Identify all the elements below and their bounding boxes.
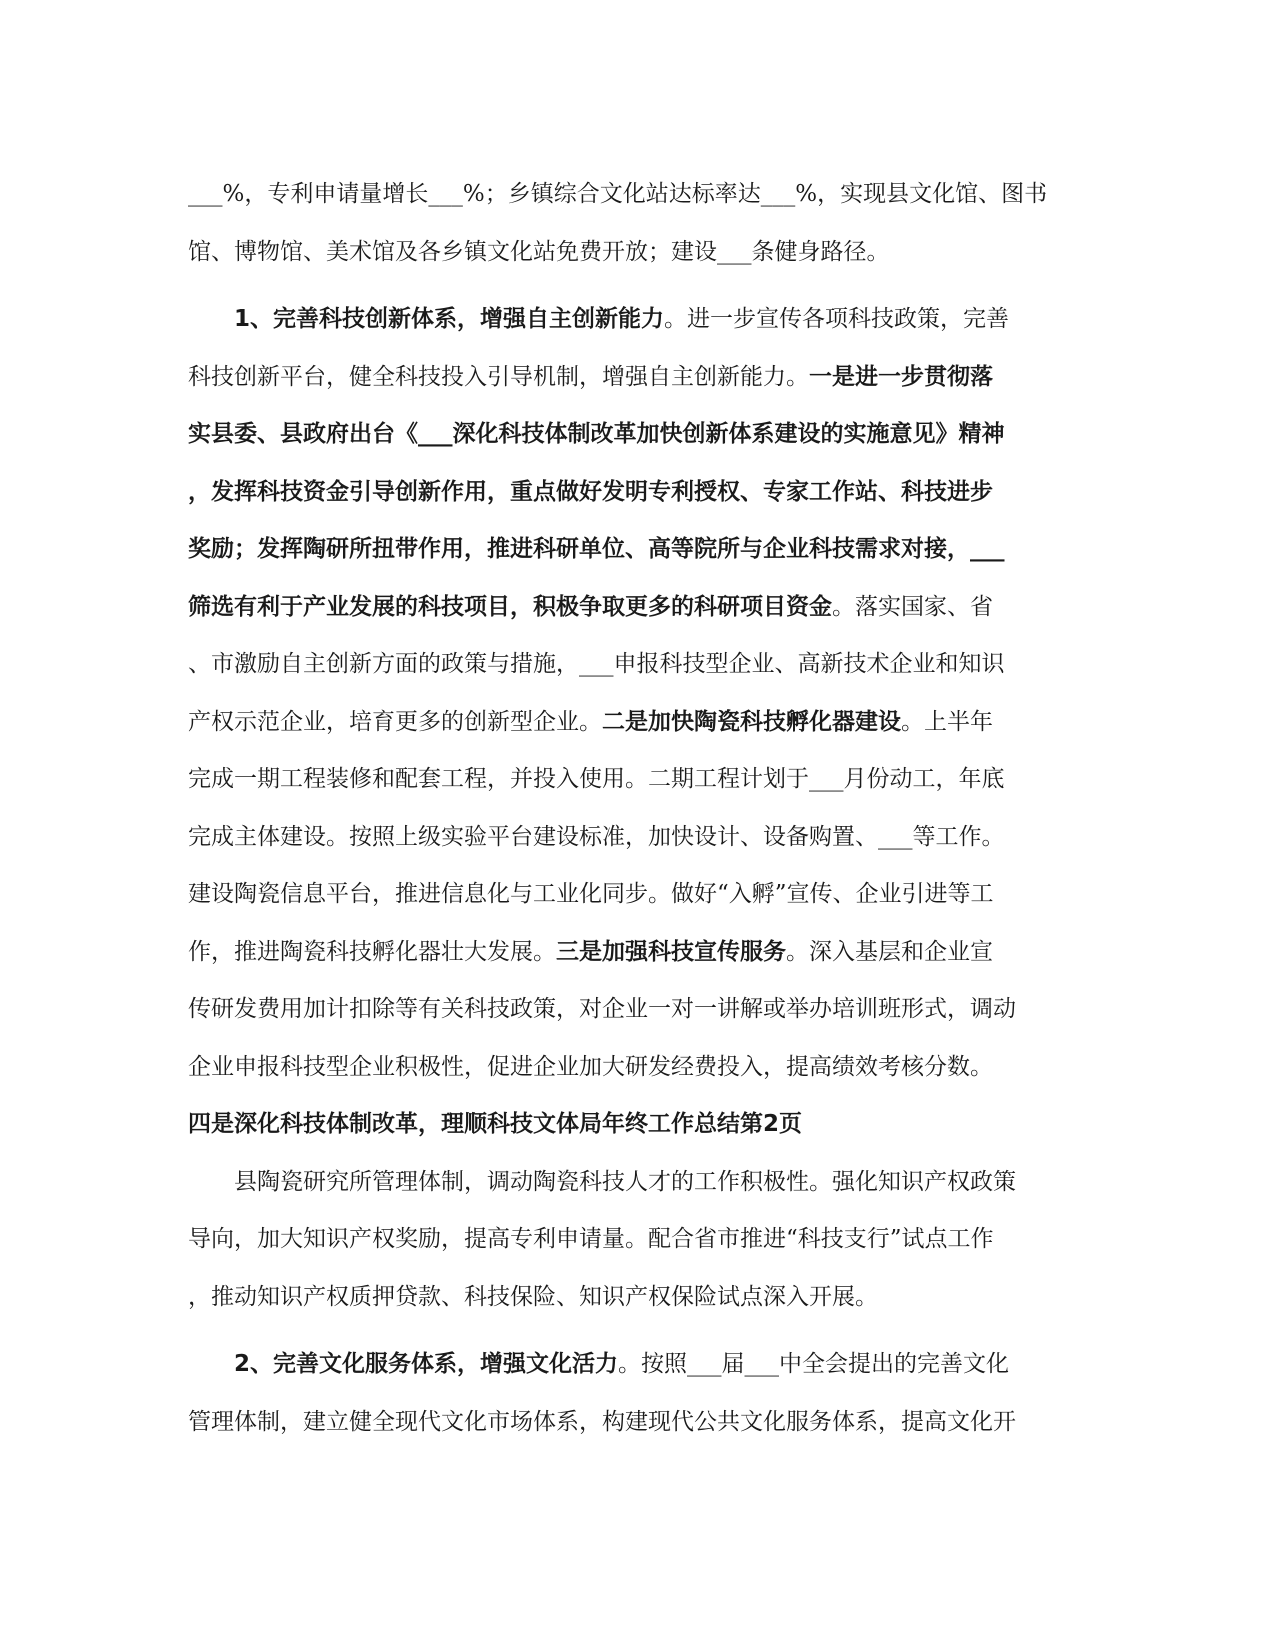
section-heading-2: 2、完善文化服务体系，增强文化活力 xyxy=(234,1351,619,1377)
text-line: 1、完善科技创新体系，增强自主创新能力。进一步宣传各项科技政策，完善 xyxy=(234,306,1010,332)
text-line: 科技创新平台，健全科技投入引导机制，增强自主创新能力。一是进一步贯彻落 xyxy=(188,363,993,390)
text-line: 作，推进陶瓷科技孵化器壮大发展。三是加强科技宣传服务。深入基层和企业宣 xyxy=(188,938,993,965)
paragraph-management xyxy=(188,1154,1035,1327)
text-line: 管理体制，建立健全现代文化市场体系，构建现代公共文化服务体系，提高文化开 xyxy=(188,1408,1016,1435)
text-line: 筛选有利于产业发展的科技项目，积极争取更多的科研项目资金。落实国家、省 xyxy=(188,593,993,620)
text-line: ___%，专利申请量增长___%；乡镇综合文化站达标率达___%，实现县文化馆、图书 xyxy=(188,181,1048,207)
text-line: 、市激励自主创新方面的政策与措施，___申报科技型企业、高新技术企业和知识 xyxy=(188,651,1005,677)
text-line: 产权示范企业，培育更多的创新型企业。二是加快陶瓷科技孵化器建设。上半年 xyxy=(188,708,993,735)
text-line: 馆、博物馆、美术馆及各乡镇文化站免费开放；建设___条健身路径。 xyxy=(188,238,890,265)
text-line: ，推动知识产权质押贷款、科技保险、知识产权保险试点深入开展。 xyxy=(188,1283,878,1310)
paragraph-targets xyxy=(188,166,1048,281)
text-line: ，发挥科技资金引导创新作用，重点做好发明专利授权、专家工作站、科技进步 xyxy=(188,478,993,505)
heading-line: 四是深化科技体制改革，理顺科技文体局年终工作总结第2页 xyxy=(188,1111,803,1137)
text-line: 企业申报科技型企业积极性，促进企业加大研发经费投入，提高绩效考核分数。 xyxy=(188,1053,993,1080)
text-line: 奖励；发挥陶研所扭带作用，推进科研单位、高等院所与企业科技需求对接，___ xyxy=(188,536,1005,562)
paragraph-culture-service xyxy=(188,1336,1035,1451)
text-line: 实县委、县政府出台《___深化科技体制改革加快创新体系建设的实施意见》精神 xyxy=(188,421,1005,447)
page-heading xyxy=(188,1096,1035,1154)
text-line: 建设陶瓷信息平台，推进信息化与工业化同步。做好“入孵”宣传、企业引进等工 xyxy=(188,881,994,907)
section-heading-1: 1、完善科技创新体系，增强自主创新能力 xyxy=(234,306,665,332)
text-line: 传研发费用加计扣除等有关科技政策，对企业一对一讲解或举办培训班形式，调动 xyxy=(188,996,1016,1022)
text-line: 完成主体建设。按照上级实验平台建设标准，加快设计、设备购置、___等工作。 xyxy=(188,823,1005,850)
paragraph-tech-innovation xyxy=(188,291,1035,1096)
text-line: 导向，加大知识产权奖励，提高专利申请量。配合省市推进“科技支行”试点工作 xyxy=(188,1226,994,1252)
text-line: 县陶瓷研究所管理体制，调动陶瓷科技人才的工作积极性。强化知识产权政策 xyxy=(234,1168,1016,1195)
text-line: 完成一期工程装修和配套工程，并投入使用。二期工程计划于___月份动工，年底 xyxy=(188,766,1005,792)
text-line: 2、完善文化服务体系，增强文化活力。按照___届___中全会提出的完善文化 xyxy=(234,1351,1010,1377)
